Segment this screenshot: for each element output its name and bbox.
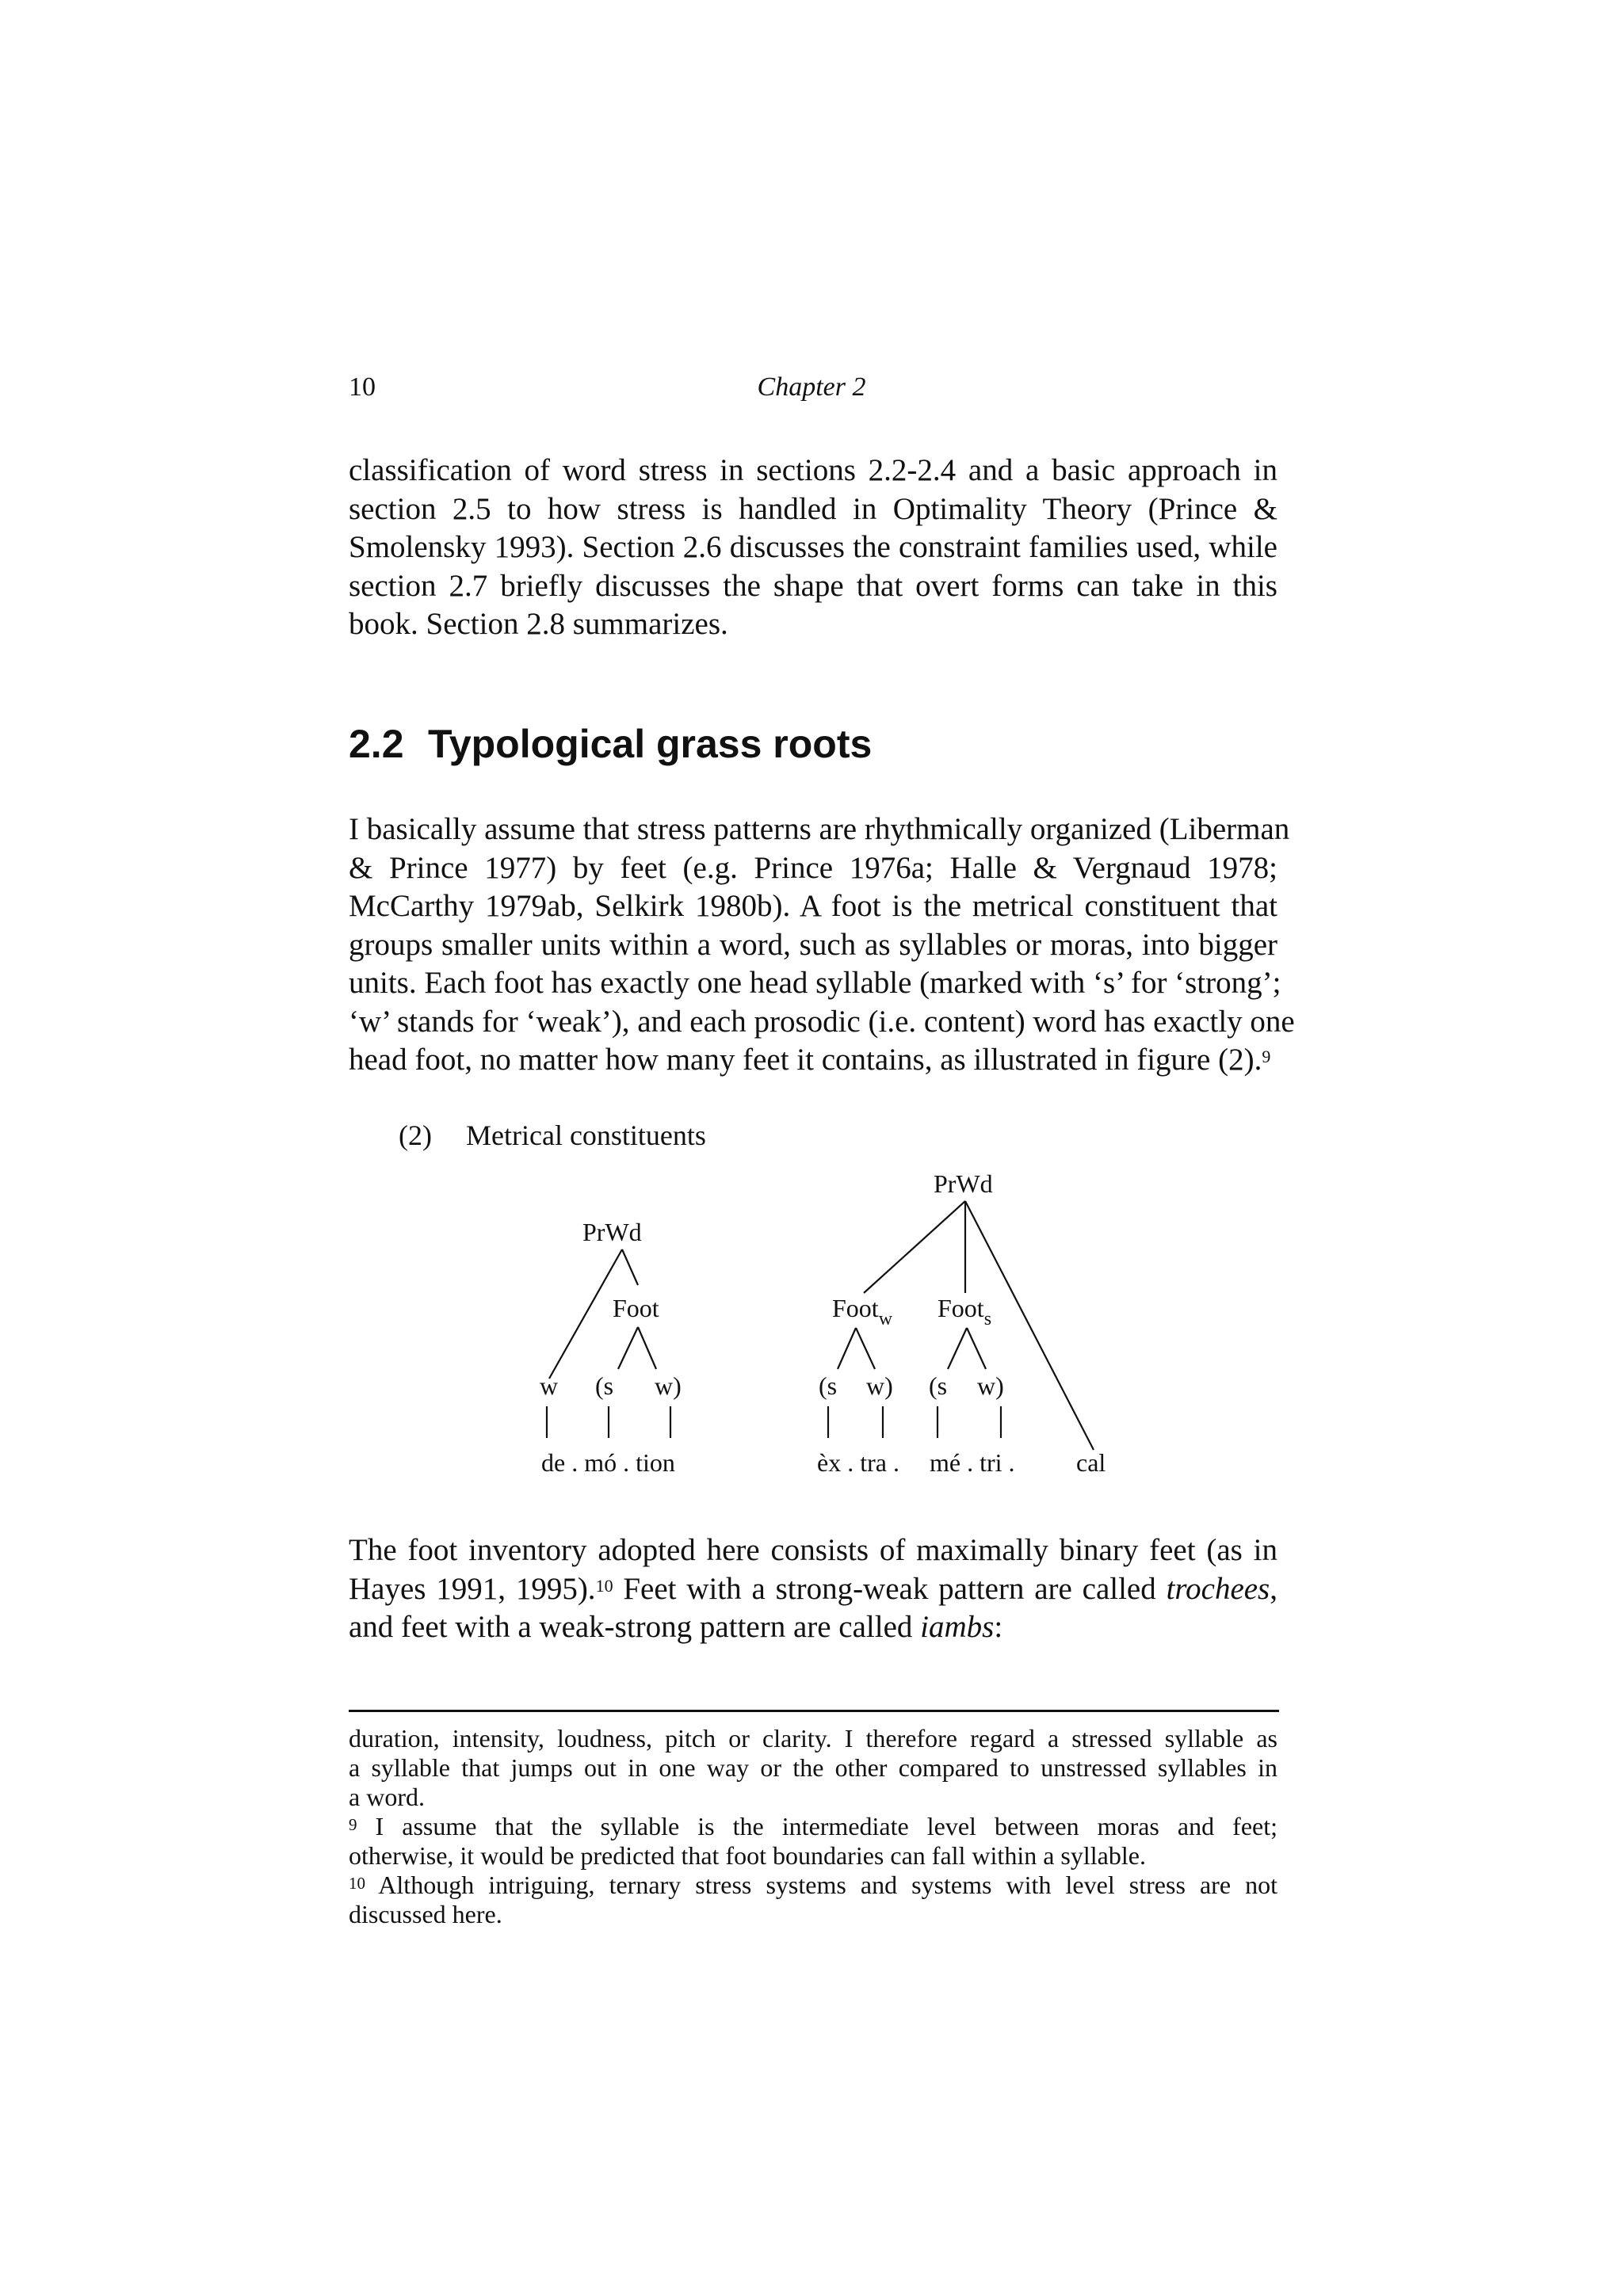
text-line: section 2.5 to how stress is handled in Optimality Theory (Prince & [349,491,1277,526]
tree2-edge [864,1201,965,1293]
tree1-prwd-label: PrWd [582,1218,642,1246]
text-line: classification of word stress in sections 2.2-2.4 and a basic approach in [349,453,1277,487]
tree2-syllables-1: èx . tra . [817,1448,899,1477]
text-segment: , [1270,1571,1277,1606]
footnote-divider [349,1710,1279,1712]
tree1-edge [638,1327,656,1369]
tree2-syllables-2: mé . tri . [930,1448,1015,1477]
text-line: book. Section 2.8 summarizes. [349,607,728,641]
term-trochees: trochees [1166,1571,1270,1606]
tree2-w2-label: w) [977,1371,1004,1400]
tree1-edge [618,1327,638,1369]
footnote-ref: 10 [595,1575,613,1596]
text-line: units. Each foot has exactly one head syllable (marked with ‘s’ for ‘strong’; [349,966,1281,1000]
tree2-footw-label: Foot$_w$ [832,1294,893,1329]
section-number: 2.2 [349,722,404,766]
tree2-s2-label: (s [929,1371,948,1400]
text-line: section 2.7 briefly discusses the shape that overt forms can take in this [349,568,1277,603]
text-line [349,1608,1277,1647]
footnote-cont-line: a syllable that jumps out in one way or the other compared to unstressed syllables in [349,1753,1277,1782]
text-line: & Prince 1977) by feet (e.g. Prince 1976a; Halle & Vergnaud 1978; [349,850,1277,885]
tree2-edge [838,1328,856,1369]
example-title: Metrical constituents [466,1119,706,1151]
footnote-9-mark: 9 [349,1815,357,1834]
text-line: ‘w’ stands for ‘weak’), and each prosodic (i.e. content) word has exactly one [349,1004,1295,1039]
section-title: Typological grass roots [428,722,873,766]
footnote-text: I assume that the syllable is the intermediate level between moras and feet; [357,1812,1277,1840]
term-iambs: iambs [920,1610,995,1644]
text-segment: Feet with a strong-weak pattern are called [613,1571,1167,1606]
tree1-edge [549,1249,622,1379]
footnote-10-line: discussed here. [349,1900,502,1928]
footnote-10-mark: 10 [349,1874,365,1893]
tree1-syllables: de . mó . tion [541,1448,675,1477]
text-line [349,1570,1277,1609]
footnote-9-line: otherwise, it would be predicted that foot boundaries can fall within a syllable. [349,1841,1146,1870]
text-segment: : [994,1610,1003,1644]
text-line-content: head foot, no matter how many feet it contains, as illustrated in figure (2). [349,1043,1262,1077]
tree2-edge [967,1328,986,1369]
text-segment: and feet with a weak-strong pattern are called [349,1610,921,1644]
example-number: (2) [399,1119,432,1151]
text-line: groups smaller units within a word, such as syllables or moras, into bigger [349,927,1277,962]
tree2-foots-label: Foot$_s$ [938,1294,992,1329]
tree1-w-label: w [540,1371,559,1400]
text-line: Smolensky 1993). Section 2.6 discusses the constraint families used, while [349,530,1277,564]
footnote-text: Although intriguing, ternary stress systems and systems with level stress are not [365,1871,1277,1899]
tree2-prwd-label: PrWd [934,1169,993,1198]
footnotes [349,1724,1277,1929]
tree2-syllables-3: cal [1076,1448,1106,1477]
tree1-edge [622,1249,638,1285]
footnote-10-line [349,1871,1277,1900]
tree1-foot-label: Foot [613,1294,659,1322]
text-segment: Hayes 1991, 1995). [349,1571,596,1606]
running-header: Chapter 2 [757,372,866,402]
text-line: McCarthy 1979ab, Selkirk 1980b). A foot is the metrical constituent that [349,889,1277,923]
footnote-9-line [349,1812,1277,1841]
footnote-cont-line: duration, intensity, loudness, pitch or clarity. I therefore regard a stressed syllable as [349,1724,1277,1753]
footnote-cont-line: a word. [349,1783,425,1811]
tree2-edge [948,1328,967,1369]
tree2-s1-label: (s [819,1371,838,1400]
text-line: I basically assume that stress patterns are rhythmically organized (Liberman [349,812,1290,846]
tree1-s-label: (s [595,1371,614,1400]
tree2-edge [856,1328,875,1369]
after-figure-paragraph [349,1531,1277,1647]
tree2-w1-label: w) [866,1371,893,1400]
footnote-ref: 9 [1262,1047,1271,1066]
page-number: 10 [349,372,376,402]
tree1-w2-label: w) [655,1371,682,1400]
text-line: The foot inventory adopted here consists of maximally binary feet (as in [349,1533,1277,1567]
